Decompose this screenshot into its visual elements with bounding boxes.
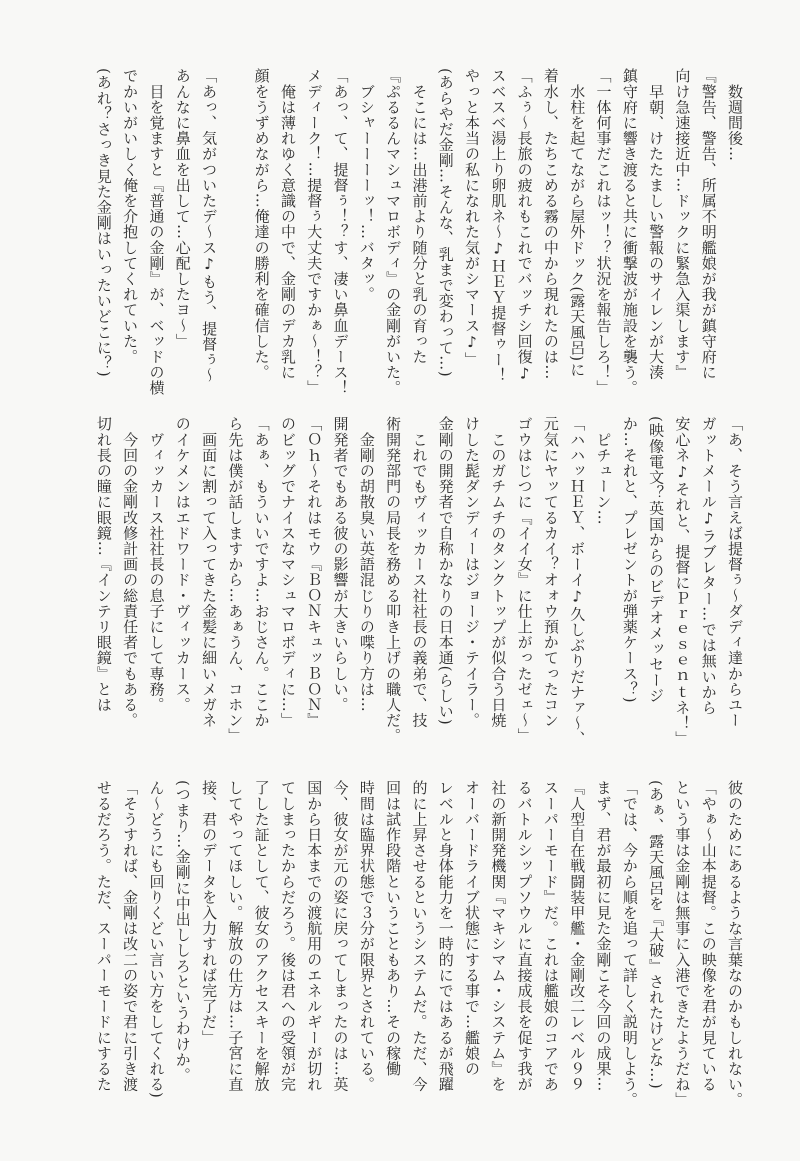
text-line: 「あぁ、もういいですよ…おじさん。ここか [252,416,271,728]
text-line: 術開発部門の局長を務める叩き上げの職人だ。 [384,416,403,744]
text-line: 安心ネ♪それと、提督にＰｒｅｓｅｎｔネ！」 [673,416,692,747]
text-line: でかいがいしく俺を介抱してくれていた。 [121,68,140,365]
text-block-middle [91,416,748,766]
text-line: スベスベ湯上り卵肌ネ～♪ＨＥＹ提督ゥー！ [489,68,508,383]
text-line: 鎮守府に響き渡ると共に衝撃波が施設を襲う。 [620,68,639,396]
text-line: 「あっ、気がついたデ～ス♪もう、提督ぅ～ [200,68,219,383]
text-line: ガットメール♪ラブレター…では無いから [699,416,718,716]
text-line: (あれ？さっき見た金剛はいったいどこに？) [94,68,113,378]
text-line: 時間は臨界状態で３分が限界とされている。 [357,780,376,1092]
text-line: 元気にヤッてるカイ？オォウ預かてったコン [541,416,560,728]
text-line: ピチューン… [594,416,613,526]
text-line: 開発者でもある彼の影響が大きいらしい。 [331,416,350,713]
text-line: 「一体何事だこれはッ！？状況を報告しろ！」 [594,68,613,396]
text-line: 接、君のデータを入力すれば完了だ」 [200,780,219,1046]
text-line: るバトルシップソウルに直接成長を促す我が [515,780,534,1092]
text-line: 画面に割って入ってきた金髪に細いメガネ [200,416,219,728]
text-line: 数週間後… [726,68,744,162]
text-line: (あぁ、露天風呂を『大破』されたけどな…) [647,780,666,1090]
text-line: オーバードライブ状態にする事で…艦娘の [463,780,482,1077]
text-line: 国から日本までの渡航用のエネルギーが切れ [305,780,324,1092]
text-line: 回は試作段階ということもあり…その稼働 [384,780,403,1077]
text-line: 着水し、たちこめる霧の中から現れたのは… [541,68,560,380]
text-line: 『警告、警告、所属不明艦娘が我が鎮守府に [699,68,718,380]
text-line: (つまり…金剛に中出ししろというわけか。 [173,780,192,1083]
text-line: 今、彼女が元の姿に戻ってしまったのは…英 [331,780,350,1092]
text-line: 了した証として、彼女のアクセスキーを解放 [252,780,271,1092]
text-line: 水柱を起てながら屋外ドック(露天風呂)に [568,68,587,378]
text-line: あんなに鼻血を出して…心配したヨ～」 [173,68,192,349]
text-line: (あらやだ金剛…そんな、乳まで変わって…) [436,68,455,378]
text-line: ん～どうにも回りくどい言い方をしてくれる) [147,780,166,1099]
text-line: 顔をうずめながら…俺達の勝利を確信した。 [252,68,271,380]
text-line: 「ハハッＨＥＹ、ボーイ♪久しぶりだナァ～、 [568,416,587,747]
text-line: てしまったからだろう。後は君への受領が完 [278,780,297,1092]
text-line: のイケメンはエドワード・ヴィッカース。 [173,416,192,713]
text-line: そこには…出港前より随分と乳の育った [410,68,429,365]
text-line: 目を覚ますと『普通の金剛』が、ベッドの横 [147,68,166,396]
text-line: ゴウはじつに『イイ女』に仕上がったゼェ～」 [515,416,534,744]
text-line: 彼のためにあるような言葉なのかもしれない。 [726,780,744,1108]
text-line: まず、君が最初に見た金剛こそ今回の成果… [594,780,613,1092]
text-line: 金剛の胡散臭い英語混じりの喋り方は… [357,416,376,713]
text-line: (映像電文？英国からのビデオメッセージ [647,416,666,704]
text-line: 「Ｏｈ～それはモウ『ＢＯＮキュッＢＯＮ』 [305,416,324,728]
text-line: ら先は僕が話しますから…あぁうん、コホン」 [226,416,245,744]
text-line: ヴィッカース社社長の息子にして専務。 [147,416,166,713]
text-block-upper [91,68,748,418]
text-line: 「では、今から順を追って詳しく説明しよう。 [620,780,639,1108]
text-line: レベルと身体能力を一時的にではあるが飛躍 [436,780,455,1092]
text-line: してやってほしい。解放の仕方は…子宮に直 [226,780,245,1092]
text-line: 「あっ、て、提督ぅ！？す、凄い鼻血デース！ [331,68,350,396]
text-line: メディーク！…提督ぅ大丈夫ですかぁ～！？」 [305,68,324,396]
text-line: ブシャーーーーッ！…バタッ。 [357,68,376,302]
text-line: 『ぷるるんマシュマロボディ』の金剛がいた。 [384,68,403,396]
text-line: 的に上昇させるというシステムだ。ただ、今 [410,780,429,1092]
text-line: このガチムチのタンクトップが似合う日焼 [489,416,508,728]
text-line: 今回の金剛改修計画の総責任者でもある。 [121,416,140,728]
text-line: けした髭ダンディーはジョージ・テイラー。 [463,416,482,728]
text-line: スーパーモード』だ。これは艦娘のコアであ [541,780,560,1092]
text-line: やっと本当の私になれた気がシマース♪」 [463,68,482,368]
text-line: 「そうすれば、金剛は改二の姿で君に引き渡 [121,780,140,1092]
text-line: 俺は薄れゆく意識の中で、金剛のデカ乳に [278,68,297,380]
text-block-lower [91,780,748,1130]
text-line: 早朝、けたたましい警報のサイレンが大湊 [647,68,666,380]
text-line: 「やぁ～山本提督。この映像を君が見ている [699,780,718,1092]
text-line: 社の新開発機関『マキシマム・システム』を [489,780,508,1092]
text-line: のビッグでナイスなマシュマロボディに…」 [278,416,297,728]
text-line: 「あ、そう言えば提督ぅ～ダディ達からユー [726,416,744,728]
text-line: という事は金剛は無事に入港できたようだね」 [673,780,692,1108]
text-line [222,68,248,418]
text-line: か…それと、プレゼントが弾薬ケース？) [620,416,639,704]
text-line: 金剛の開発者で自称かなりの日本通(らしい) [436,416,455,726]
text-line: 『人型自在戦闘装甲艦・金剛改二レベル９９ [568,780,587,1092]
text-line: 切れ長の瞳に眼鏡…『インテリ眼鏡』とは [94,416,113,713]
text-line: 向け急速接近中…ドックに緊急入渠します』 [673,68,692,380]
text-line: せるだろう。ただ、スーパーモードにするた [94,780,113,1092]
text-line: これでもヴィッカース社社長の義弟で、技 [410,416,429,728]
text-line: 「ふぅ～長旅の疲れもこれでバッチシ回復♪ [515,68,534,383]
